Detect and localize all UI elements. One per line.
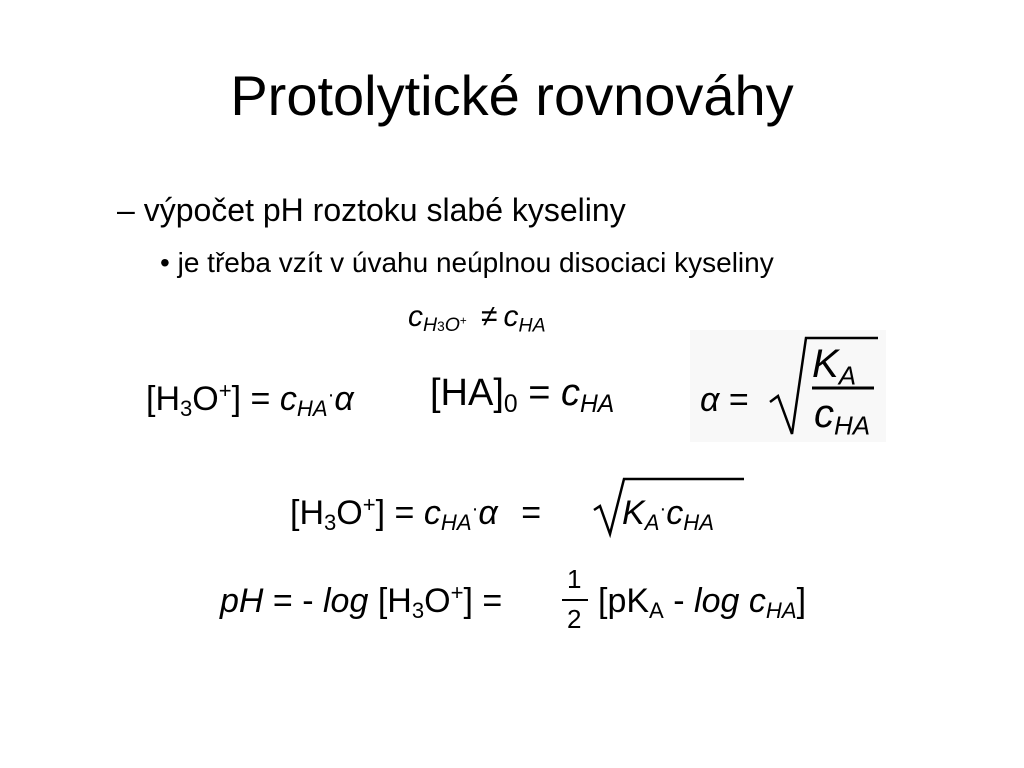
sqrt-argument [622, 494, 714, 536]
eq-sub: 3 [437, 319, 445, 335]
eq-var: K [812, 342, 839, 386]
eq-var: α [334, 380, 354, 418]
equation-ph-rhs [598, 582, 807, 624]
eq-text: = [521, 494, 542, 532]
eq-text: = [728, 381, 749, 419]
eq-text: = - [272, 582, 314, 620]
equation-alpha-definition [700, 383, 749, 417]
eq-var: c [814, 392, 834, 436]
eq-var: c [560, 372, 580, 414]
eq-sub: 3 [180, 396, 193, 422]
fraction-half-numerator: 1 [567, 564, 582, 594]
eq-sup: + [450, 579, 464, 605]
eq-dot: · [471, 497, 479, 520]
eq-sup: + [218, 377, 232, 403]
eq-text: O [192, 380, 219, 418]
fraction-numerator [812, 342, 857, 391]
eq-text: [H [377, 582, 412, 620]
eq-sub: HA [518, 314, 546, 337]
eq-text: [H [146, 380, 180, 418]
fraction-half-denominator: 2 [567, 604, 582, 634]
eq-var: c [503, 300, 519, 333]
eq-text: [H [290, 494, 324, 532]
eq-text: O [336, 494, 363, 532]
eq-sub: HA [765, 598, 797, 624]
bullet-level-1: – výpočet pH roztoku slabé kyseliny [117, 192, 626, 228]
eq-var: log [694, 582, 740, 620]
eq-sub: 3 [411, 598, 425, 624]
eq-var: c [423, 494, 441, 532]
eq-text: ] = [463, 582, 503, 620]
eq-sub: HA [440, 510, 472, 536]
eq-sub: HA [579, 390, 615, 418]
eq-text: [HA] [430, 372, 504, 414]
bullet-text: je třeba vzít v úvahu neúplnou disociaci kyseliny [177, 247, 774, 278]
fraction-bar [562, 598, 590, 602]
eq-var: c [279, 380, 297, 418]
equation-ph [220, 579, 503, 624]
eq-sub: A [838, 360, 857, 391]
bullet-level-2 [160, 243, 774, 283]
eq-symbol: ≠ [481, 300, 498, 333]
eq-var: c [666, 494, 684, 532]
eq-dot: · [327, 383, 335, 406]
eq-sup: + [459, 315, 467, 329]
eq-sub: A [644, 510, 660, 536]
eq-var: K [622, 494, 645, 532]
eq-var: c [748, 582, 766, 620]
eq-text: O [424, 582, 451, 620]
slide-title: Protolytické rovnováhy [230, 64, 794, 127]
eq-sub: 3 [324, 510, 337, 536]
eq-var: c [408, 300, 423, 333]
eq-var: log [323, 582, 369, 620]
eq-text: = [528, 372, 551, 414]
eq-text: - [673, 582, 685, 620]
eq-sup: + [362, 491, 376, 517]
eq-text: [pK [598, 582, 650, 620]
eq-text: ] [796, 582, 807, 620]
eq-sub: A [649, 598, 664, 624]
equation-hydronium-alpha [146, 377, 354, 422]
eq-sub: HA [296, 396, 328, 422]
fraction-denominator [814, 392, 871, 441]
eq-dot: · [659, 497, 667, 520]
eq-sub: HA [834, 410, 871, 441]
equation-initial-concentration [430, 372, 615, 418]
bullet-marker: • [160, 247, 170, 278]
equation-hydronium-sqrt [290, 491, 542, 536]
eq-sub: HA [683, 510, 714, 536]
eq-var: α [700, 381, 720, 419]
eq-sub: H [423, 314, 438, 337]
eq-sub: 0 [503, 390, 518, 418]
eq-var: pH [220, 582, 264, 620]
eq-sub: O [444, 314, 460, 337]
eq-text: ] = [231, 380, 271, 418]
eq-var: α [478, 494, 498, 532]
equation-inequality [408, 300, 546, 337]
eq-text: ] = [375, 494, 415, 532]
